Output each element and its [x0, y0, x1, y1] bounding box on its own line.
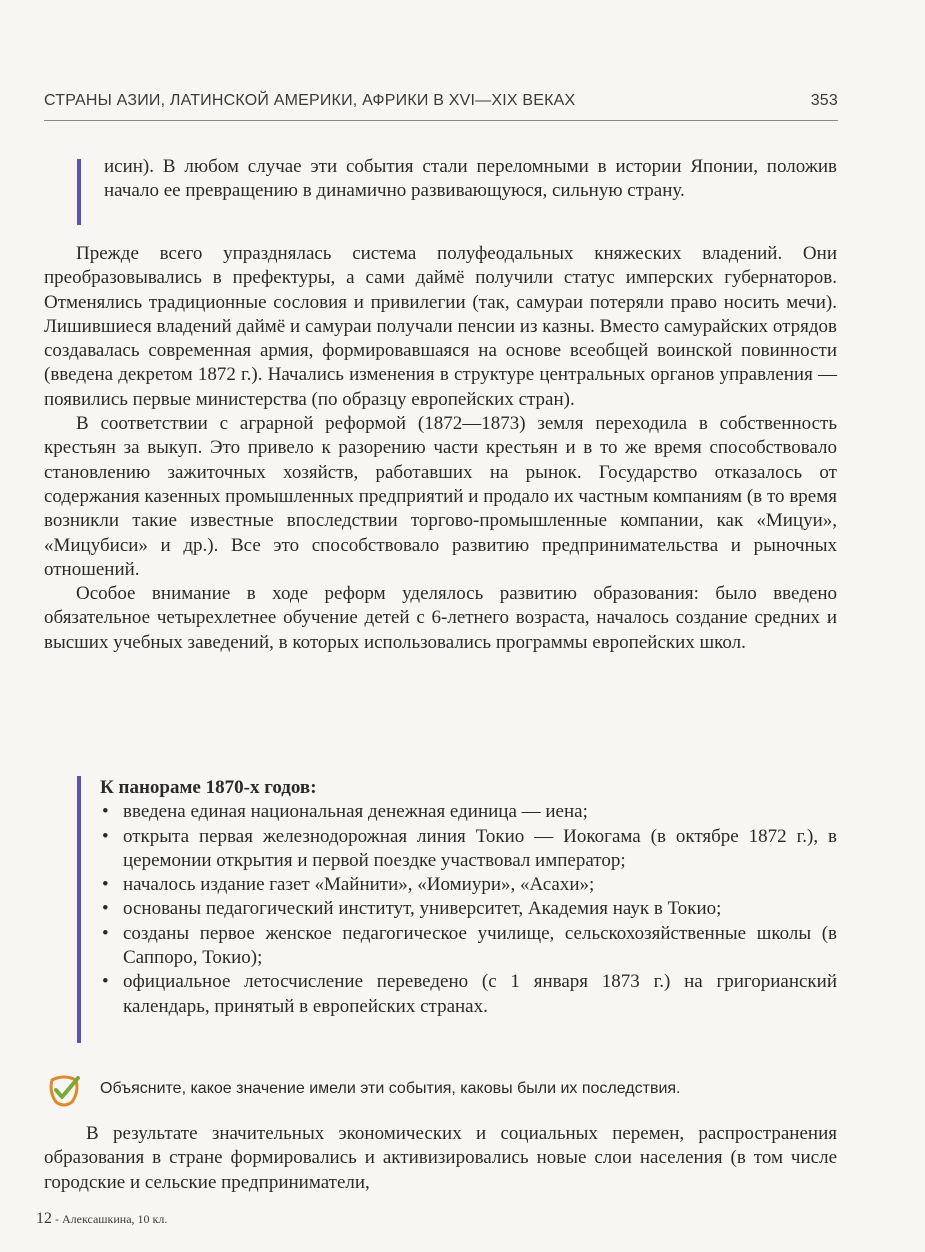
- panorama-accent-bar: [77, 776, 81, 1043]
- paragraph: Особое внимание в ходе реформ уделялось развитию образования: было введено обязательное четырехлетнее обучение детей с 6-летнего возраста, началось создание средних и высших учебных заведений, в которых использовались программы европейских школ.: [44, 583, 837, 653]
- signature-text: - Алексашкина, 10 кл.: [52, 1212, 168, 1226]
- header-title: СТРАНЫ АЗИИ, ЛАТИНСКОЙ АМЕРИКИ, АФРИКИ В XVI—XIX ВЕКАХ: [44, 92, 576, 109]
- header-divider: [44, 120, 838, 121]
- main-text: [44, 242, 837, 655]
- final-text: [44, 1122, 837, 1195]
- list-item: • введена единая национальная денежная единица — иена;: [100, 800, 837, 824]
- list-item: • началось издание газет «Майнити», «Иомиури», «Асахи»;: [100, 873, 837, 897]
- panorama-box: [100, 776, 837, 1019]
- intro-block: исин). В любом случае эти события стали переломными в истории Японии, положив начало ее превращению в динамично развивающуюся, сильную страну.: [104, 156, 837, 202]
- paragraph: В результате значительных экономических и социальных перемен, распространения образования в стране формировались и активизировались новые слои населения (в том числе городские и сельские предприниматели,: [44, 1123, 837, 1193]
- paragraph: Прежде всего упразднялась система полуфеодальных княжеских владений. Они преобразовывались в префектуры, а сами даймё получили статус имперских губернаторов. Отменялись традиционные сословия и привилегии (так, самураи потеряли право носить мечи). Лишившиеся владений даймё и самураи получали пенсии из казны. Вместо самурайских отрядов создавалась современная армия, формировавшаяся на основе всеобщей воинской повинности (введена декретом 1872 г.). Начались изменения в структуре центральных органов управления — появились первые министерства (по образцу европейских стран).: [44, 243, 837, 410]
- intro-accent-bar: [77, 159, 81, 225]
- running-header: [44, 92, 838, 110]
- list-item: • официальное летосчисление переведено (с 1 января 1873 г.) на григорианский календарь, принятый в европейских странах.: [100, 970, 837, 1019]
- list-item: • открыта первая железнодорожная линия Токио — Иокогама (в октябре 1872 г.), в церемонии открытия и первой поездке участвовал император;: [100, 825, 837, 874]
- panorama-list: [100, 800, 837, 1019]
- task-question: [44, 1070, 838, 1110]
- printer-signature: [36, 1210, 167, 1228]
- list-item: • основаны педагогический институт, университет, Академия наук в Токио;: [100, 897, 837, 921]
- task-text: Объясните, какое значение имели эти события, каковы были их последствия.: [100, 1080, 681, 1097]
- list-item: • созданы первое женское педагогическое училище, сельскохозяйственные школы (в Саппоро, Токио);: [100, 922, 837, 971]
- page-number: 353: [810, 92, 838, 109]
- paragraph: В соответствии с аграрной реформой (1872—1873) земля переходила в собственность крестьян за выкуп. Это привело к разорению части крестьян и в то же время способствовало становлению зажиточных хозяйств, работавших на рынок. Государство отказалось от содержания казенных промышленных предприятий и продало их частным компаниям (в то время возникли такие известные впоследствии торгово-промышленные компании, как «Мицуи», «Мицубиси» и др.). Все это способствовало развитию предпринимательства и рыночных отношений.: [44, 413, 837, 580]
- panorama-title: К панораме 1870-х годов:: [100, 777, 317, 798]
- signature-number: 12: [36, 1210, 52, 1227]
- checkmark-task-icon: [44, 1070, 84, 1110]
